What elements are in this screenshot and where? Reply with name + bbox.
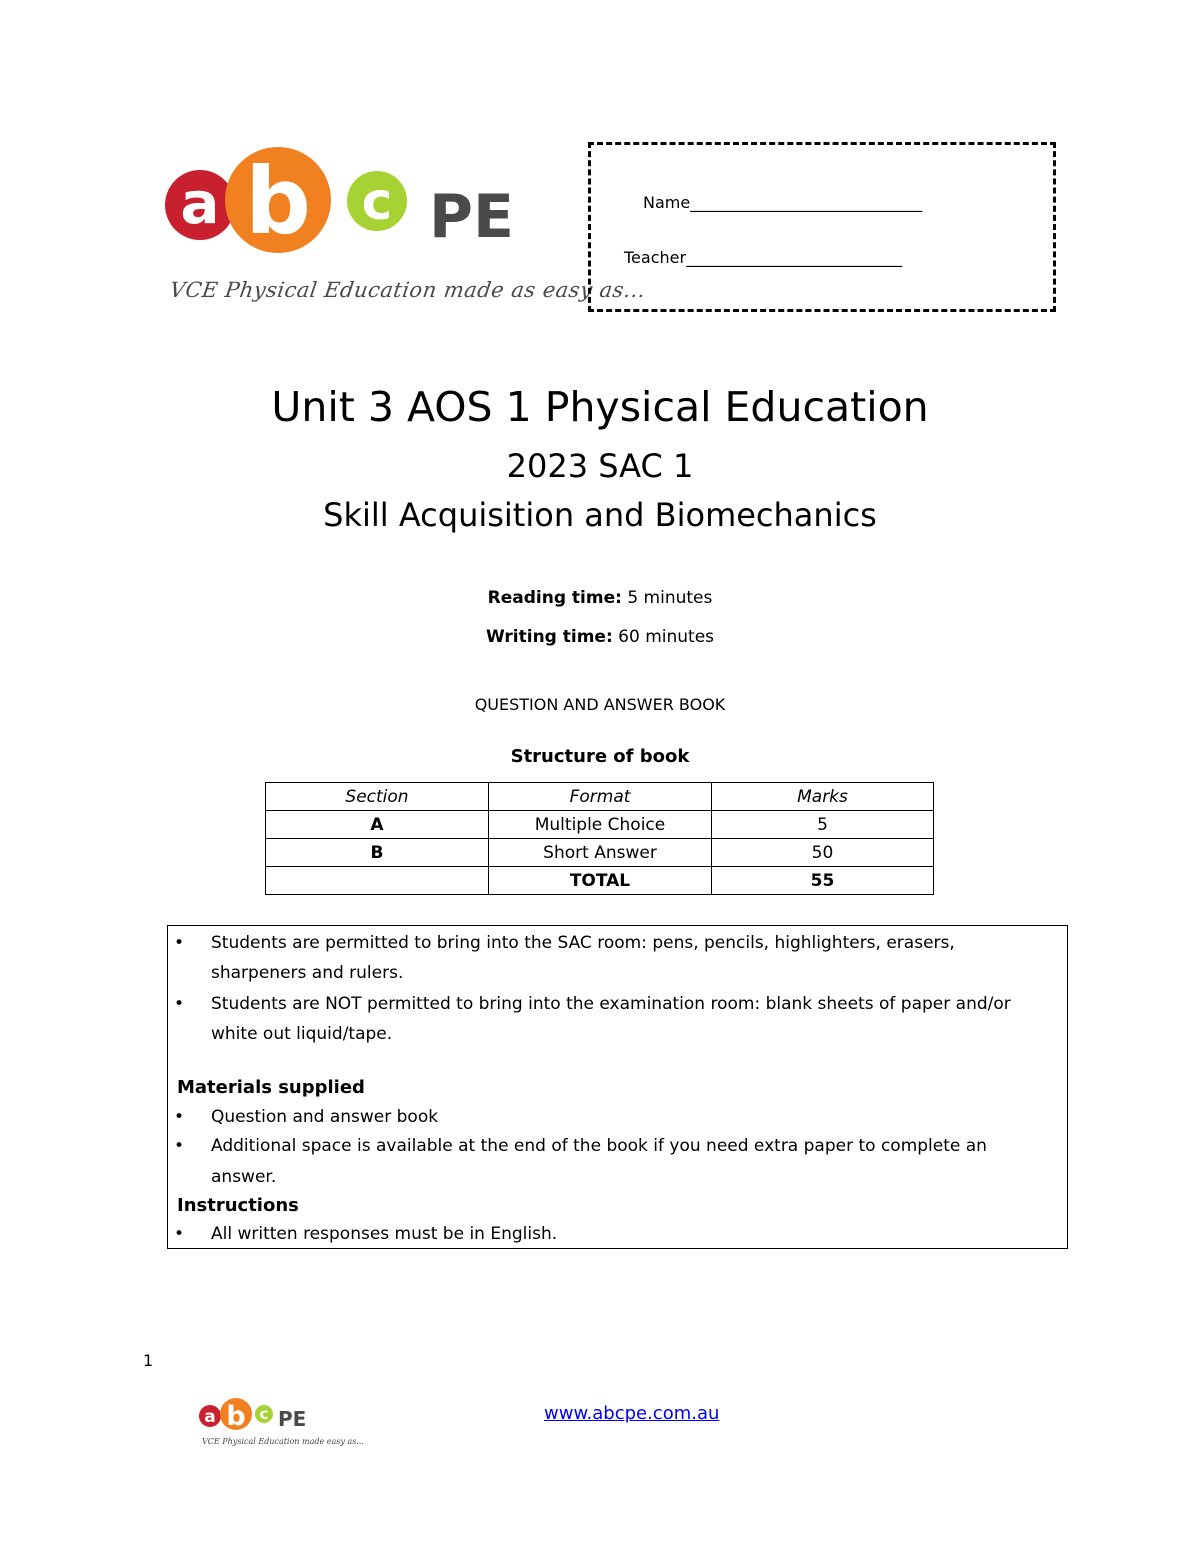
cell-total-marks: 55 (712, 867, 934, 895)
footer-logo-b: b (226, 1401, 246, 1432)
header-section: Section (266, 783, 489, 811)
table-row (266, 839, 934, 867)
structure-heading: Structure of book (510, 746, 690, 767)
permitted-line-1: Students are permitted to bring into the SAC room: pens, pencils, highlighters, erasers, (211, 933, 955, 953)
logo-letter-c: c (361, 172, 393, 232)
instructions-heading: Instructions (177, 1195, 299, 1216)
cell-format: Short Answer (489, 839, 712, 867)
reading-time-value: 5 minutes (621, 588, 713, 608)
bullet-icon: • (174, 994, 185, 1014)
writing-time-label: Writing time: (485, 627, 613, 647)
teacher-field[interactable]: Teacher___________________________ (624, 248, 903, 267)
materials-heading: Materials supplied (177, 1077, 365, 1098)
table-row (266, 811, 934, 839)
permitted-line-2: sharpeners and rulers. (211, 963, 404, 983)
reading-time-label: Reading time: (487, 588, 622, 608)
logo-letter-a: a (180, 169, 220, 237)
cell-total-label: TOTAL (489, 867, 712, 895)
not-permitted-line-2: white out liquid/tape. (211, 1024, 393, 1044)
materials-item-2-cont: answer. (211, 1167, 277, 1187)
instructions-item-1: All written responses must be in English. (211, 1224, 558, 1244)
student-details-box (588, 142, 1056, 312)
table-header-row (266, 783, 934, 811)
cell-format: Multiple Choice (489, 811, 712, 839)
cell-section: A (266, 811, 489, 839)
materials-item-2: Additional space is available at the end of the book if you need extra paper to complete an (211, 1136, 987, 1156)
header-marks: Marks (712, 783, 934, 811)
page-subtitle-year: 2023 SAC 1 (506, 447, 694, 485)
header-format: Format (489, 783, 712, 811)
bullet-icon: • (174, 1224, 185, 1244)
website-link[interactable]: www.abcpe.com.au (544, 1403, 720, 1424)
writing-time (0, 627, 1200, 647)
cell-marks: 50 (712, 839, 934, 867)
page-number: 1 (143, 1351, 154, 1370)
logo-letter-b: b (245, 148, 311, 255)
footer-tagline: VCE Physical Education made easy as... (202, 1437, 364, 1446)
footer-logo-c: c (259, 1405, 269, 1423)
page-title: Unit 3 AOS 1 Physical Education (271, 383, 929, 431)
footer-logo-a: a (204, 1407, 216, 1427)
page-subtitle-topic: Skill Acquisition and Biomechanics (323, 496, 877, 534)
instructions-box (167, 925, 1068, 1249)
cell-section (266, 867, 489, 895)
reading-time (0, 588, 1200, 608)
footer-logo (198, 1398, 338, 1458)
book-type: QUESTION AND ANSWER BOOK (474, 695, 726, 714)
cell-section: B (266, 839, 489, 867)
logo-pe: PE (429, 182, 514, 252)
materials-item-1: Question and answer book (211, 1107, 439, 1127)
logo-tagline: VCE Physical Education made as easy as... (168, 278, 648, 302)
footer-logo-pe: PE (278, 1407, 307, 1431)
not-permitted-line-1: Students are NOT permitted to bring into the examination room: blank sheets of paper and/or (211, 994, 1011, 1014)
structure-table (265, 782, 934, 895)
writing-time-value: 60 minutes (612, 627, 715, 647)
bullet-icon: • (174, 1136, 185, 1156)
name-field[interactable]: Name_____________________________ (643, 193, 923, 212)
cell-marks: 5 (712, 811, 934, 839)
bullet-icon: • (174, 933, 185, 953)
table-total-row (266, 867, 934, 895)
bullet-icon: • (174, 1107, 185, 1127)
